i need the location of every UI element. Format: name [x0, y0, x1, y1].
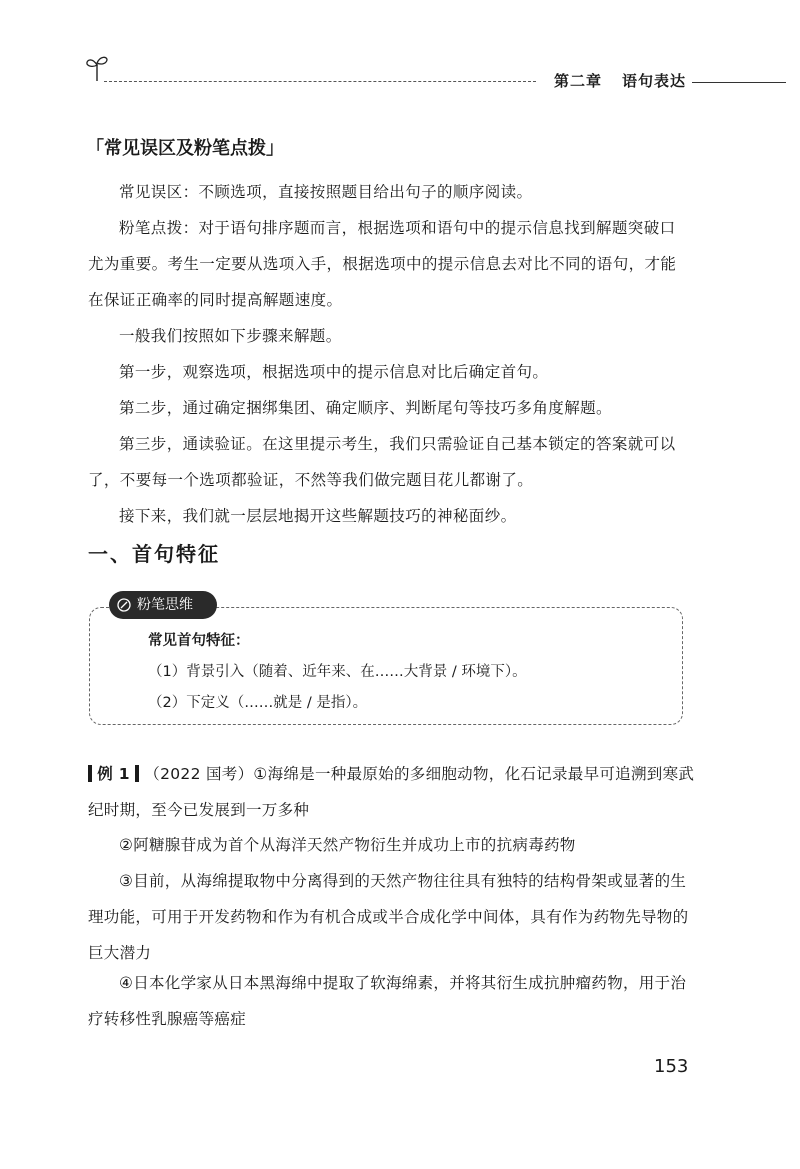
paragraph-step-3: 第三步，通读验证。在这里提示考生，我们只需验证自己基本锁定的答案就可以了，不要每一个选项都验证，不然等我们做完题目花儿都谢了。 [88, 435, 676, 489]
example-label-bar-right [135, 765, 139, 782]
example-sentence-4: ④日本化学家从日本黑海绵中提取了软海绵素，并将其衍生成抗肿瘤药物，用于治疗转移性乳腺癌等癌症 [88, 974, 687, 1028]
example-sentence-2: ②阿糖腺苷成为首个从海洋天然产物衍生并成功上市的抗病毒药物 [119, 836, 576, 854]
paragraph-common-mistake: 常见误区：不顾选项，直接按照题目给出句子的顺序阅读。 [119, 183, 533, 201]
paragraph-next: 接下来，我们就一层层地揭开这些解题技巧的神秘面纱。 [119, 507, 517, 525]
think-box-title: 常见首句特征： [148, 633, 250, 649]
paragraph-step-1: 第一步，观察选项，根据选项中的提示信息对比后确定首句。 [119, 363, 549, 381]
think-box-item-2: （2）下定义（……就是 / 是指）。 [148, 695, 368, 711]
page-number: 153 [654, 1056, 689, 1077]
paragraph-step-2: 第二步，通过确定捆绑集团、确定顺序、判断尾句等技巧多角度解题。 [119, 399, 612, 417]
paragraph-steps-intro: 一般我们按照如下步骤来解题。 [119, 327, 342, 345]
example-question [88, 756, 698, 828]
header-rule-left [104, 81, 536, 82]
think-box-item-1: （1）背景引入（随着、近年来、在……大背景 / 环境下）。 [148, 664, 527, 680]
paragraph-tips: 粉笔点拨：对于语句排序题而言，根据选项和语句中的提示信息找到解题突破口尤为重要。考生一定要从选项入手，根据选项中的提示信息去对比不同的语句，才能在保证正确率的同时提高解题速度。 [88, 219, 677, 309]
heading-first-sentence-features: 一、首句特征 [88, 542, 220, 566]
example-label: 例 1 [97, 765, 130, 783]
pen-circle-icon [117, 598, 131, 612]
header-rule-right [692, 82, 786, 83]
section-title: 「常见误区及粉笔点拨」 [86, 138, 284, 159]
example-sentence-1: ①海绵是一种最原始的多细胞动物，化石记录最早可追溯到寒武纪时期，至今已发展到一万多种 [88, 765, 695, 819]
header-chapter: 第二章 [554, 72, 603, 90]
sprout-icon [84, 54, 110, 82]
think-box-tag-label: 粉笔思维 [137, 597, 193, 613]
example-sentence-3: ③目前，从海绵提取物中分离得到的天然产物往往具有独特的结构骨架或显著的生理功能，可用于开发药物和作为有机合成或半合成化学中间体，具有作为药物先导物的巨大潜力 [88, 872, 689, 962]
example-label-bar-left [88, 765, 92, 782]
header-section: 语句表达 [622, 72, 687, 90]
think-box-tag [109, 591, 217, 619]
example-source: （2022 国考） [144, 765, 254, 783]
